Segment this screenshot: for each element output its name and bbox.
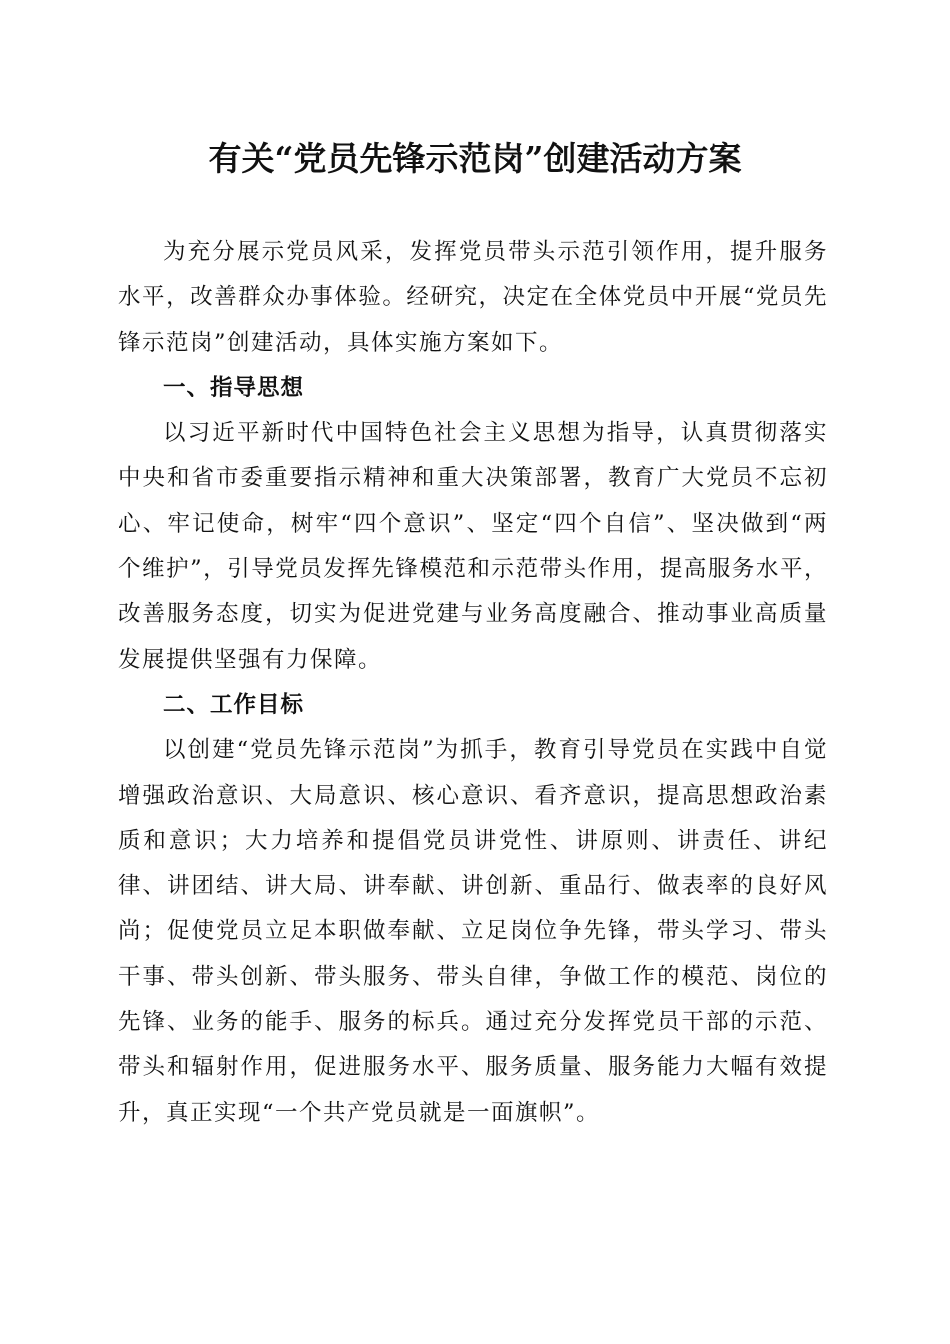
document-body [118, 230, 828, 1136]
intro-paragraph: 为充分展示党员风采，发挥党员带头示范引领作用，提升服务水平，改善群众办事体验。经研究，决定在全体党员中开展“党员先锋示范岗”创建活动，具体实施方案如下。 [118, 239, 828, 356]
section-heading-guiding-ideology: 一、指导思想 [163, 374, 305, 401]
document-title: 有关“党员先锋示范岗”创建活动方案 [208, 139, 742, 178]
section-heading-work-goals: 二、工作目标 [163, 691, 305, 718]
section-paragraph-work-goals: 以创建“党员先锋示范岗”为抓手，教育引导党员在实践中自觉增强政治意识、大局意识、核心意识、看齐意识，提高思想政治素质和意识；大力培养和提倡党员讲党性、讲原则、讲责任、讲纪律、讲团结、讲大局、讲奉献、讲创新、重品行、做表率的良好风尚；促使党员立足本职做奉献、立足岗位争先锋，带头学习、带头干事、带头创新、带头服务、带头自律，争做工作的模范、岗位的先锋、业务的能手、服务的标兵。通过充分发挥党员干部的示范、带头和辐射作用，促进服务水平、服务质量、服务能力大幅有效提升，真正实现“一个共产党员就是一面旗帜”。 [118, 737, 828, 1126]
section-paragraph-guiding-ideology: 以习近平新时代中国特色社会主义思想为指导，认真贯彻落实中央和省市委重要指示精神和重大决策部署，教育广大党员不忘初心、牢记使命，树牢“四个意识”、坚定“四个自信”、坚决做到“两个维护”，引导党员发挥先锋模范和示范带头作用，提高服务水平，改善服务态度，切实为促进党建与业务高度融合、推动事业高质量发展提供坚强有力保障。 [118, 420, 828, 673]
